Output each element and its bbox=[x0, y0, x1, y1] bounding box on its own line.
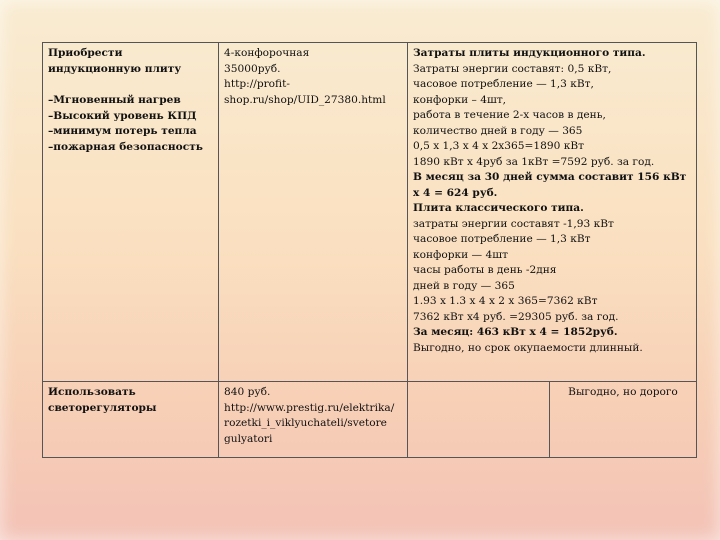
calculation-line: Затраты энергии составят: 0,5 кВт, bbox=[413, 62, 612, 75]
calculation-line: 7362 кВт х4 руб. =29305 руб. за год. bbox=[413, 310, 619, 323]
calculation-line: конфорки — 4шт bbox=[413, 248, 508, 261]
table-row-induction-stove bbox=[43, 43, 697, 382]
calculation-line: часовое потребление — 1,3 кВт bbox=[413, 233, 591, 245]
calculation-line: количество дней в году — 365 bbox=[413, 124, 583, 137]
price-line: 4-конфорочная bbox=[224, 47, 310, 59]
cell-price bbox=[219, 43, 408, 382]
benefit-item: –Высокий уровень КПД bbox=[48, 109, 197, 122]
measure-title: Приобрести индукционную плиту bbox=[48, 47, 182, 75]
comparison-table bbox=[42, 42, 697, 458]
calculation-line: Плита классического типа. bbox=[413, 202, 584, 214]
calculation-line: Затраты плиты индукционного типа. bbox=[413, 47, 646, 59]
cell-price bbox=[219, 382, 408, 458]
benefit-item: –Мгновенный нагрев bbox=[48, 94, 181, 106]
cell-calculation bbox=[408, 43, 697, 382]
calculation-text bbox=[413, 46, 691, 356]
calculation-line: работа в течение 2-х часов в день, bbox=[413, 109, 606, 121]
price-line: 840 руб. bbox=[224, 386, 271, 398]
calculation-line: х 4 = 624 руб. bbox=[413, 186, 498, 199]
calculation-line: 0,5 х 1,3 х 4 х 2х365=1890 кВт bbox=[413, 140, 584, 152]
table-row-dimmers bbox=[43, 382, 697, 458]
benefit-item: –минимум потерь тепла bbox=[48, 125, 197, 137]
calculation-line: За месяц: 463 кВт х 4 = 1852руб. bbox=[413, 326, 618, 338]
price-link[interactable]: shop.ru/shop/UID_27380.html bbox=[224, 93, 386, 106]
calculation-line: 1.93 х 1.3 х 4 х 2 х 365=7362 кВт bbox=[413, 295, 598, 307]
price-line: 35000руб. bbox=[224, 62, 281, 75]
price-link[interactable]: http://profit- bbox=[224, 78, 290, 90]
cell-measure bbox=[43, 382, 219, 458]
calculation-line: 1890 кВт х 4руб за 1кВт =7592 руб. за год. bbox=[413, 155, 655, 168]
measure-title: Использовать светорегуляторы bbox=[48, 386, 157, 414]
calculation-line: часовое потребление — 1,3 кВт, bbox=[413, 78, 594, 90]
calculation-line: часы работы в день -2дня bbox=[413, 264, 557, 276]
calculation-line: дней в году — 365 bbox=[413, 279, 515, 292]
cell-measure bbox=[43, 43, 219, 382]
price-link[interactable]: rozetki_i_viklyuchateli/svetore bbox=[224, 417, 387, 429]
conclusion-text: Выгодно, но дорого bbox=[568, 386, 678, 398]
calculation-line: В месяц за 30 дней сумма составит 156 кВт bbox=[413, 171, 687, 183]
calculation-line: Выгодно, но срок окупаемости длинный. bbox=[413, 341, 643, 354]
cell-conclusion bbox=[550, 382, 697, 458]
cell-calculation-empty bbox=[408, 382, 550, 458]
calculation-line: конфорки – 4шт, bbox=[413, 93, 507, 106]
benefit-item: –пожарная безопасность bbox=[48, 140, 203, 153]
calculation-line: затраты энергии составят -1,93 кВт bbox=[413, 217, 614, 230]
price-link[interactable]: http://www.prestig.ru/elektrika/ bbox=[224, 401, 395, 414]
price-link[interactable]: gulyatori bbox=[224, 432, 273, 445]
